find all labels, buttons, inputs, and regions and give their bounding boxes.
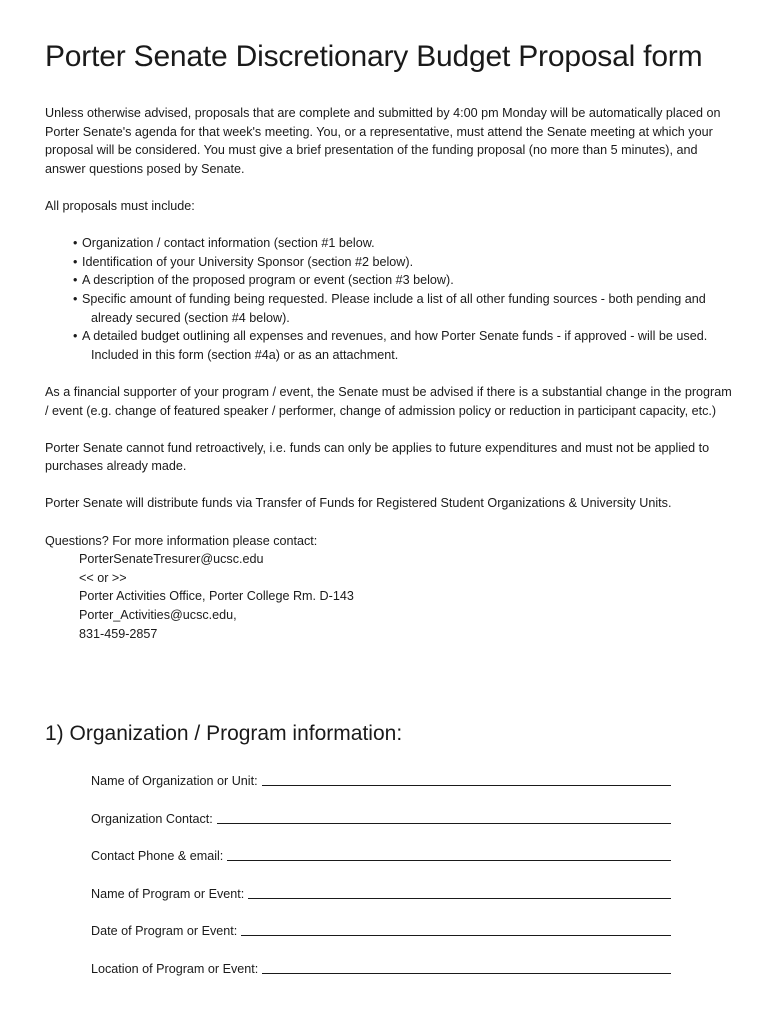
- contact-office: Porter Activities Office, Porter College Rm. D-143: [79, 589, 354, 604]
- field-organization-name: [91, 766, 671, 790]
- field-organization-contact: [91, 790, 671, 828]
- change-paragraph: As a financial supporter of your program / event, the Senate must be advised if there is a substantial change in the program / event (e.g. change of featured speaker / performer, change of admission policy or reduction in participant capacity, etc.): [45, 384, 732, 418]
- field-label: Name of Organization or Unit:: [91, 774, 258, 788]
- contact-email-treasurer[interactable]: PorterSenateTresurer@ucsc.edu: [79, 552, 264, 567]
- list-item: • A description of the proposed program or event (section #3 below).: [45, 271, 735, 290]
- bullet-icon: •: [73, 254, 78, 269]
- list-item: • Specific amount of funding being requested. Please include a list of all other funding sources - both pending and already secured (section #4 below).: [73, 291, 706, 325]
- contact-phone: 831-459-2857: [79, 626, 158, 641]
- page-title: Porter Senate Discretionary Budget Proposal form: [45, 40, 703, 73]
- program-name-input[interactable]: [248, 880, 671, 899]
- field-program-name: [91, 865, 671, 903]
- bullet-icon: •: [73, 329, 78, 344]
- requirements-list: [45, 234, 735, 364]
- field-label: Contact Phone & email:: [91, 849, 224, 863]
- field-contact-phone-email: [91, 828, 671, 866]
- list-item: • A detailed budget outlining all expenses and revenues, and how Porter Senate funds - if approved - will be used. Included in this form (section #4a) or as an attachment.: [73, 329, 708, 362]
- questions-line: Questions? For more information please contact:: [45, 533, 318, 548]
- organization-contact-input[interactable]: [217, 805, 671, 824]
- section-1-title: 1) Organization / Program information:: [45, 722, 403, 745]
- bullet-icon: •: [73, 236, 78, 251]
- instructions: [45, 104, 735, 643]
- contact-email-activities[interactable]: Porter_Activities@ucsc.edu,: [79, 608, 237, 623]
- organization-fields: [91, 766, 671, 978]
- bullet-icon: •: [73, 291, 78, 306]
- contact-or: << or >>: [79, 570, 127, 585]
- program-date-input[interactable]: [241, 917, 671, 936]
- contact-phone-email-input[interactable]: [227, 842, 671, 861]
- bullet-icon: •: [73, 273, 78, 288]
- list-item: • Organization / contact information (section #1 below.: [45, 234, 735, 253]
- transfer-paragraph: Porter Senate will distribute funds via Transfer of Funds for Registered Student Organizations & University Units.: [45, 496, 672, 511]
- field-label: Date of Program or Event:: [91, 924, 238, 938]
- contact-block: [45, 532, 735, 644]
- field-program-date: [91, 903, 671, 941]
- program-location-input[interactable]: [262, 955, 671, 974]
- field-program-location: [91, 940, 671, 978]
- retroactive-paragraph: Porter Senate cannot fund retroactively, i.e. funds can only be applies to future expenditures and must not be applied to purchases already made.: [45, 440, 710, 474]
- organization-name-input[interactable]: [262, 767, 671, 786]
- intro-paragraph: Unless otherwise advised, proposals that are complete and submitted by 4:00 pm Monday will be automatically placed on Porter Senate's agenda for that week's meeting. You, or a representative, must attend the Senate meeting at which your proposal will be considered. You must give a brief presentation of the funding proposal (no more than 5 minutes), and answer questions posed by Senate.: [45, 106, 721, 176]
- field-label: Organization Contact:: [91, 811, 213, 826]
- field-label: Name of Program or Event:: [91, 886, 245, 901]
- must-include-heading: All proposals must include:: [45, 198, 195, 213]
- field-label: Location of Program or Event:: [91, 961, 259, 976]
- list-item: • Identification of your University Sponsor (section #2 below).: [45, 253, 735, 272]
